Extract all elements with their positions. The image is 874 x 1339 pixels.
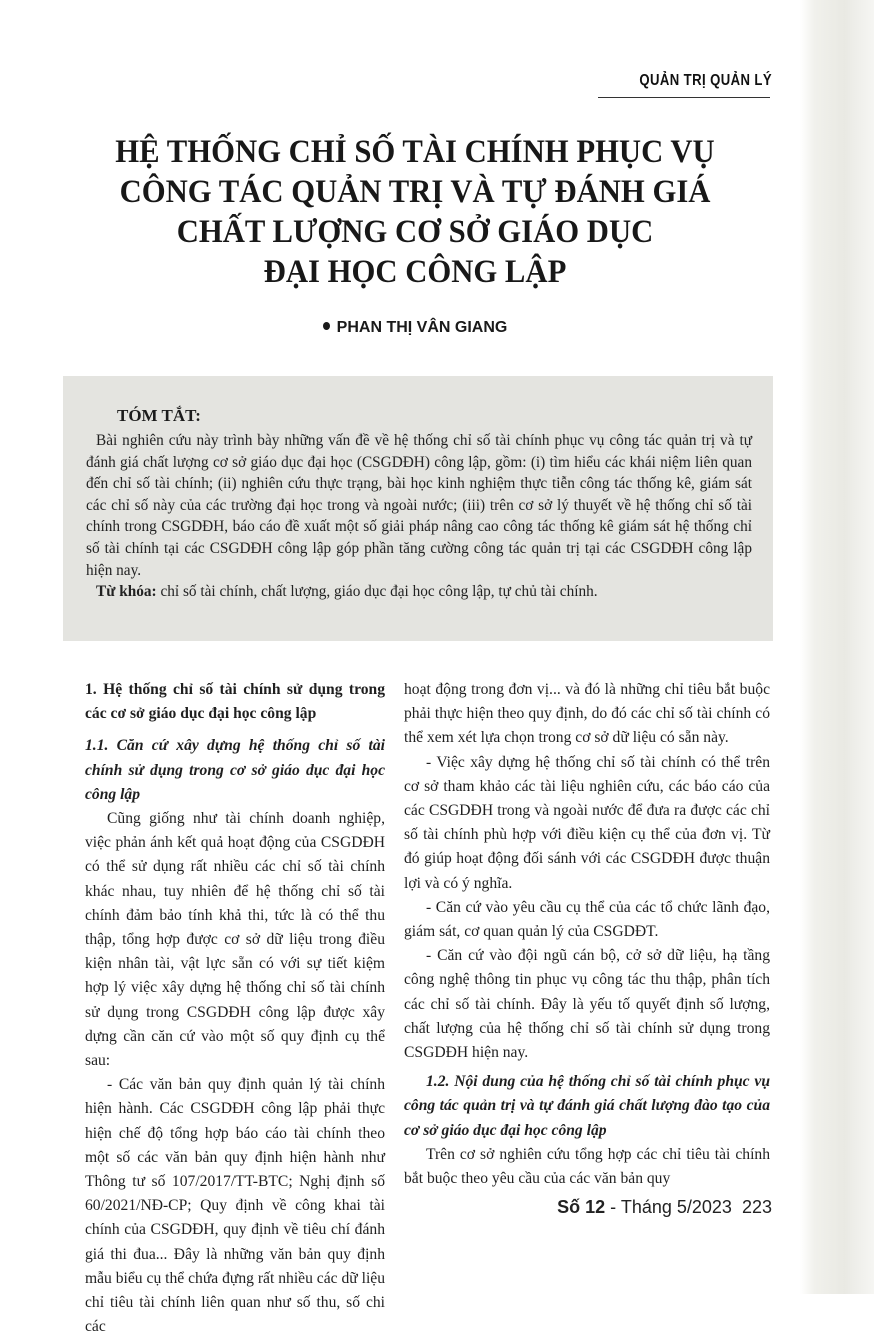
body-paragraph: - Căn cứ vào đội ngũ cán bộ, cở sở dữ liệu, hạ tầng công nghệ thông tin phục vụ công tác thu thập, phân tích các chỉ số tài chính. Đây là yếu tố quyết định số lượng, chất lượng của hệ thống chỉ số tài chính sử dụng trong CSGDĐH hiện nay. xyxy=(404,947,770,1062)
issue-date: Tháng 5/2023 xyxy=(620,1197,732,1217)
author-byline xyxy=(280,319,550,337)
title-line: CÔNG TÁC QUẢN TRỊ VÀ TỰ ĐÁNH GIÁ xyxy=(119,174,711,210)
abstract-box xyxy=(63,376,773,641)
body-paragraph: Trên cơ sở nghiên cứu tổng hợp các chỉ tiêu tài chính bắt buộc theo yêu cầu của các văn bản quy xyxy=(404,1145,770,1188)
footer-separator: - xyxy=(605,1197,621,1217)
keywords-label: Từ khóa: xyxy=(96,583,157,601)
title-line: CHẤT LƯỢNG CƠ SỞ GIÁO DỤC xyxy=(176,214,654,250)
section-heading-1-1: 1.1. Căn cứ xây dựng hệ thống chỉ số tài chính sử dụng trong cơ sở giáo dục đại học công lập xyxy=(85,737,385,803)
author-name: PHAN THỊ VÂN GIANG xyxy=(336,319,508,336)
bullet-icon xyxy=(323,322,330,330)
issue-number: Số 12 xyxy=(557,1197,606,1217)
page-footer xyxy=(500,1197,772,1218)
body-column-left xyxy=(85,678,385,1339)
title-line: ĐẠI HỌC CÔNG LẬP xyxy=(263,254,567,290)
keywords-list: chỉ số tài chính, chất lượng, giáo dục đại học công lập, tự chủ tài chính. xyxy=(156,583,598,601)
article-title xyxy=(40,132,790,292)
page-number: 223 xyxy=(741,1197,772,1217)
section-heading-1-2: 1.2. Nội dung của hệ thống chỉ số tài chính phục vụ công tác quản trị và tự đánh giá chất lượng đào tạo của cơ sở giáo dục đại học công lập xyxy=(404,1073,770,1139)
body-paragraph: - Các văn bản quy định quản lý tài chính hiện hành. Các CSGDĐH công lập phải thực hiện chế độ tổng hợp báo cáo tài chính theo một số các văn bản quy định hiện hành như Thông tư số 107/2017/TT-BTC; Nghị định số 60/2021/NĐ-CP; Quy định về công khai tài chính của CSGDĐH, quy định về tiêu chí đánh giá thi đua... Đây là những văn bản quy định mẫu biểu cụ thể chứa đựng rất nhiều các dữ liệu chỉ tiêu tài chính liên quan như số thu, số chi các xyxy=(85,1076,385,1336)
section-tag: QUẢN TRỊ QUẢN LÝ xyxy=(639,72,772,89)
body-paragraph: - Căn cứ vào yêu cầu cụ thể của các tổ chức lãnh đạo, giám sát, cơ quan quản lý của CSGDĐT. xyxy=(404,898,770,941)
body-column-right xyxy=(404,678,770,1191)
page-edge-shadow xyxy=(800,0,874,1294)
body-paragraph: hoạt động trong đơn vị... và đó là những chỉ tiêu bắt buộc phải thực hiện theo quy định, do đó các chỉ số tài chính có thể xem xét lựa chọn trong cơ sở dữ liệu có sẵn này. xyxy=(404,681,770,747)
keywords xyxy=(86,581,752,603)
abstract-text: Bài nghiên cứu này trình bày những vấn đề về hệ thống chỉ số tài chính phục vụ công tác quản trị và tự đánh giá chất lượng cơ sở giáo dục đại học (CSGDĐH) công lập, gồm: (i) tìm hiểu các khái niệm liên quan đến chỉ số tài chính; (ii) nghiên cứu thực trạng, bài học kinh nghiệm thực tiễn công tác thống kê, giám sát các chỉ số này của các trường đại học trong và ngoài nước; (iii) trên cơ sở lý thuyết về hệ thống chỉ số tài chính trong CSGDĐH, báo cáo đề xuất một số giải pháp nâng cao công tác thống kê giám sát hệ thống chỉ số tài chính tại các CSGDĐH công lập góp phần tăng cường công tác quản trị tại các CSGDĐH công lập hiện nay. xyxy=(86,432,752,579)
abstract-heading: TÓM TẮT: xyxy=(117,406,201,425)
body-paragraph: Cũng giống như tài chính doanh nghiệp, việc phản ánh kết quả hoạt động của CSGDĐH có thể sử dụng rất nhiều các chỉ số tài chính khác nhau, tuy nhiên để hệ thống chỉ số tài chính đảm bảo tính khả thi, tức là có thể thu thập, tổng hợp được cơ sở dữ liệu trong điều kiện nhân tài, vật lực sẵn có với sự tiết kiệm hợp lý việc xây dựng hệ thống chỉ số tài chính sử dụng trong CSGDĐH công lập được xây dựng cần căn cứ vào một số quy định cụ thể sau: xyxy=(85,810,385,1070)
section-heading-1: 1. Hệ thống chỉ số tài chính sử dụng trong các cơ sở giáo dục đại học công lập xyxy=(85,681,385,723)
title-line: HỆ THỐNG CHỈ SỐ TÀI CHÍNH PHỤC VỤ xyxy=(115,134,715,170)
body-paragraph: - Việc xây dựng hệ thống chỉ số tài chính có thể trên cơ sở tham khảo các tài liệu nghiên cứu, các báo cáo của các CSGDĐH trong và ngoài nước để đưa ra được các chỉ số tài chính phù hợp với điều kiện cụ thể của đơn vị. Từ đó giúp hoạt động đối sánh với các CSGDĐH được thuận lợi và có ý nghĩa. xyxy=(404,753,770,892)
section-rule xyxy=(598,97,770,98)
